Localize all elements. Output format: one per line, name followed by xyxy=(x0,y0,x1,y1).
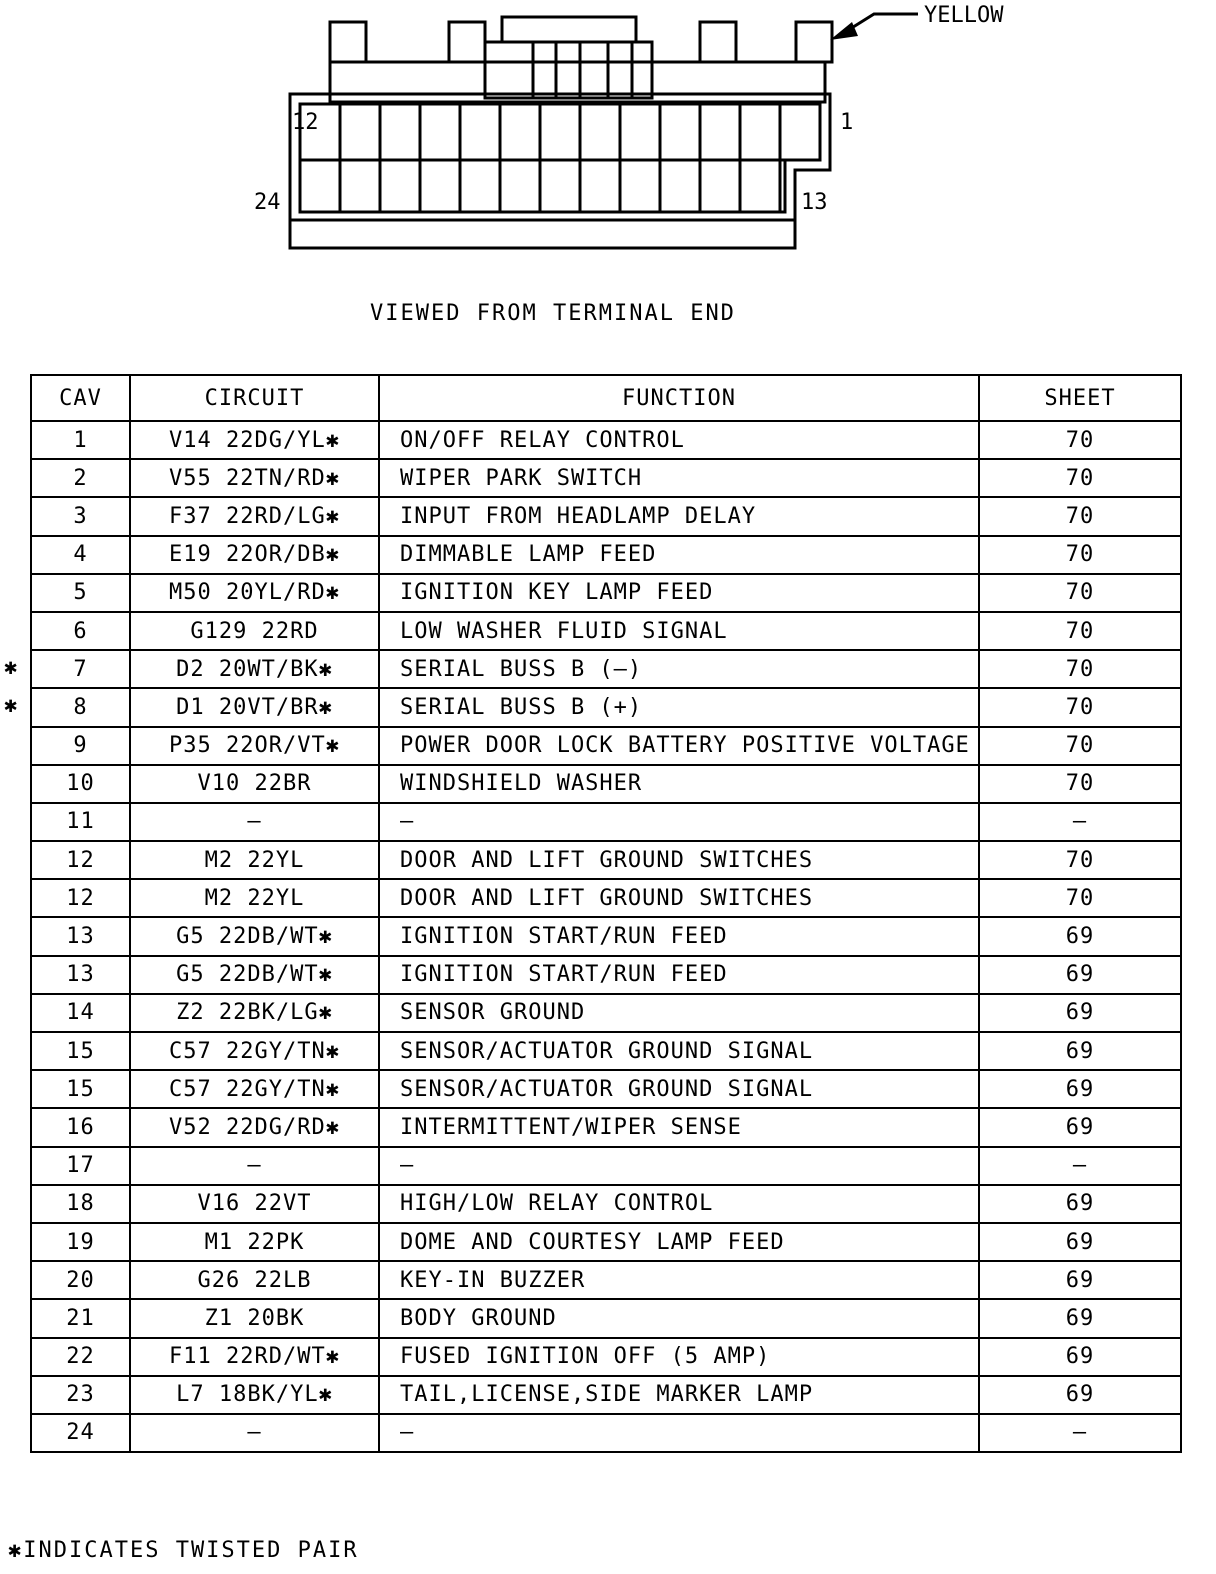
sheet-cell: 69 xyxy=(979,1338,1181,1376)
table-row xyxy=(31,1185,1181,1223)
cav-cell: 3 xyxy=(31,497,130,535)
sheet-cell: — xyxy=(979,1147,1181,1185)
cav-cell: 2 xyxy=(31,459,130,497)
function-cell: KEY-IN BUZZER xyxy=(379,1261,979,1299)
sheet-cell: 69 xyxy=(979,1261,1181,1299)
cav-cell: 4 xyxy=(31,536,130,574)
sheet-cell: 69 xyxy=(979,1032,1181,1070)
table-row xyxy=(31,650,1181,688)
function-cell: INTERMITTENT/WIPER SENSE xyxy=(379,1108,979,1146)
function-cell: LOW WASHER FLUID SIGNAL xyxy=(379,612,979,650)
table-row xyxy=(31,1147,1181,1185)
cav-cell: 18 xyxy=(31,1185,130,1223)
function-cell: DIMMABLE LAMP FEED xyxy=(379,536,979,574)
function-cell: INPUT FROM HEADLAMP DELAY xyxy=(379,497,979,535)
cav-cell: 23 xyxy=(31,1376,130,1414)
connector-tab xyxy=(330,22,366,62)
table-row xyxy=(31,803,1181,841)
circuit-cell: L7 18BK/YL✱ xyxy=(130,1376,379,1414)
table-row xyxy=(31,497,1181,535)
circuit-cell: G26 22LB xyxy=(130,1261,379,1299)
diagram-caption: VIEWED FROM TERMINAL END xyxy=(370,301,736,326)
circuit-cell: Z1 20BK xyxy=(130,1299,379,1337)
table-row xyxy=(31,1299,1181,1337)
table-row xyxy=(31,688,1181,726)
cav-cell: 22 xyxy=(31,1338,130,1376)
cavity-label-24: 24 xyxy=(254,190,281,215)
cavity-rows xyxy=(300,104,820,212)
cav-cell: 24 xyxy=(31,1414,130,1452)
table-row xyxy=(31,536,1181,574)
function-cell: DOOR AND LIFT GROUND SWITCHES xyxy=(379,841,979,879)
table-row xyxy=(31,917,1181,955)
function-cell: SENSOR/ACTUATOR GROUND SIGNAL xyxy=(379,1032,979,1070)
sheet-cell: 70 xyxy=(979,459,1181,497)
circuit-cell: C57 22GY/TN✱ xyxy=(130,1070,379,1108)
table-row xyxy=(31,421,1181,459)
cav-cell: 12 xyxy=(31,879,130,917)
circuit-cell: Z2 22BK/LG✱ xyxy=(130,994,379,1032)
circuit-cell: P35 22OR/VT✱ xyxy=(130,727,379,765)
twisted-pair-mark: ✱ xyxy=(4,693,18,718)
table-row xyxy=(31,727,1181,765)
table-row xyxy=(31,1376,1181,1414)
sheet-cell: 69 xyxy=(979,917,1181,955)
cavity-label-1: 1 xyxy=(840,110,854,135)
header-cav: CAV xyxy=(31,375,130,421)
function-cell: WIPER PARK SWITCH xyxy=(379,459,979,497)
connector-housing-lip xyxy=(290,220,795,248)
function-cell: — xyxy=(379,1147,979,1185)
sheet-cell: 70 xyxy=(979,497,1181,535)
cav-cell: 12 xyxy=(31,841,130,879)
table-row xyxy=(31,1338,1181,1376)
sheet-cell: 69 xyxy=(979,994,1181,1032)
sheet-cell: 69 xyxy=(979,1376,1181,1414)
footnote: ✱INDICATES TWISTED PAIR xyxy=(8,1538,359,1563)
connector-tab xyxy=(796,22,832,62)
circuit-cell: F37 22RD/LG✱ xyxy=(130,497,379,535)
connector-lock-top xyxy=(502,17,636,42)
circuit-cell: — xyxy=(130,1147,379,1185)
header-function: FUNCTION xyxy=(379,375,979,421)
header-circuit: CIRCUIT xyxy=(130,375,379,421)
table-row xyxy=(31,879,1181,917)
function-cell: DOME AND COURTESY LAMP FEED xyxy=(379,1223,979,1261)
connector-housing xyxy=(290,94,830,248)
function-cell: IGNITION START/RUN FEED xyxy=(379,917,979,955)
table-row xyxy=(31,1414,1181,1452)
connector-body xyxy=(330,62,825,102)
sheet-cell: 70 xyxy=(979,879,1181,917)
circuit-cell: F11 22RD/WT✱ xyxy=(130,1338,379,1376)
connector-lock xyxy=(485,42,652,98)
cav-cell: 20 xyxy=(31,1261,130,1299)
cav-cell: 19 xyxy=(31,1223,130,1261)
cav-cell: 8 xyxy=(31,688,130,726)
table-row xyxy=(31,612,1181,650)
circuit-cell: V10 22BR xyxy=(130,765,379,803)
table-row xyxy=(31,1070,1181,1108)
table-row xyxy=(31,1261,1181,1299)
sheet-cell: 69 xyxy=(979,956,1181,994)
sheet-cell: 70 xyxy=(979,574,1181,612)
cav-cell: 6 xyxy=(31,612,130,650)
table-row xyxy=(31,459,1181,497)
sheet-cell: 69 xyxy=(979,1070,1181,1108)
circuit-cell: V14 22DG/YL✱ xyxy=(130,421,379,459)
circuit-cell: D2 20WT/BK✱ xyxy=(130,650,379,688)
cav-cell: 1 xyxy=(31,421,130,459)
cav-cell: 7 xyxy=(31,650,130,688)
table-row xyxy=(31,765,1181,803)
sheet-cell: 69 xyxy=(979,1108,1181,1146)
function-cell: SENSOR GROUND xyxy=(379,994,979,1032)
function-cell: FUSED IGNITION OFF (5 AMP) xyxy=(379,1338,979,1376)
function-cell: IGNITION START/RUN FEED xyxy=(379,956,979,994)
sheet-cell: — xyxy=(979,803,1181,841)
circuit-cell: V52 22DG/RD✱ xyxy=(130,1108,379,1146)
circuit-cell: C57 22GY/TN✱ xyxy=(130,1032,379,1070)
cav-cell: 13 xyxy=(31,956,130,994)
circuit-cell: V55 22TN/RD✱ xyxy=(130,459,379,497)
sheet-cell: 70 xyxy=(979,841,1181,879)
connector-tab xyxy=(449,22,485,62)
cav-cell: 11 xyxy=(31,803,130,841)
sheet-cell: 70 xyxy=(979,727,1181,765)
cav-cell: 15 xyxy=(31,1032,130,1070)
cav-cell: 9 xyxy=(31,727,130,765)
connector-tab xyxy=(700,22,736,62)
sheet-cell: — xyxy=(979,1414,1181,1452)
function-cell: — xyxy=(379,803,979,841)
table-row xyxy=(31,574,1181,612)
function-cell: — xyxy=(379,1414,979,1452)
sheet-cell: 69 xyxy=(979,1185,1181,1223)
function-cell: BODY GROUND xyxy=(379,1299,979,1337)
cav-cell: 17 xyxy=(31,1147,130,1185)
sheet-cell: 70 xyxy=(979,650,1181,688)
function-cell: WINDSHIELD WASHER xyxy=(379,765,979,803)
cavity-label-13: 13 xyxy=(801,190,828,215)
function-cell: IGNITION KEY LAMP FEED xyxy=(379,574,979,612)
cav-cell: 13 xyxy=(31,917,130,955)
circuit-cell: M2 22YL xyxy=(130,841,379,879)
sheet-cell: 70 xyxy=(979,688,1181,726)
cav-cell: 5 xyxy=(31,574,130,612)
circuit-cell: M1 22PK xyxy=(130,1223,379,1261)
circuit-cell: G129 22RD xyxy=(130,612,379,650)
table-row xyxy=(31,956,1181,994)
function-cell: POWER DOOR LOCK BATTERY POSITIVE VOLTAGE xyxy=(379,727,979,765)
table-header-row xyxy=(31,375,1181,421)
function-cell: ON/OFF RELAY CONTROL xyxy=(379,421,979,459)
sheet-cell: 70 xyxy=(979,421,1181,459)
function-cell: SERIAL BUSS B (—) xyxy=(379,650,979,688)
circuit-cell: M2 22YL xyxy=(130,879,379,917)
circuit-cell: — xyxy=(130,803,379,841)
circuit-cell: — xyxy=(130,1414,379,1452)
twisted-pair-mark: ✱ xyxy=(4,655,18,680)
table-row xyxy=(31,1032,1181,1070)
circuit-cell: G5 22DB/WT✱ xyxy=(130,917,379,955)
cav-cell: 21 xyxy=(31,1299,130,1337)
cav-cell: 16 xyxy=(31,1108,130,1146)
circuit-cell: M50 20YL/RD✱ xyxy=(130,574,379,612)
table-row xyxy=(31,994,1181,1032)
sheet-cell: 70 xyxy=(979,612,1181,650)
sheet-cell: 69 xyxy=(979,1299,1181,1337)
table-row xyxy=(31,1223,1181,1261)
pinout-table xyxy=(30,374,1182,1453)
circuit-cell: D1 20VT/BR✱ xyxy=(130,688,379,726)
circuit-cell: V16 22VT xyxy=(130,1185,379,1223)
table-row xyxy=(31,841,1181,879)
cavity-label-12: 12 xyxy=(292,110,319,135)
function-cell: DOOR AND LIFT GROUND SWITCHES xyxy=(379,879,979,917)
header-sheet: SHEET xyxy=(979,375,1181,421)
circuit-cell: E19 22OR/DB✱ xyxy=(130,536,379,574)
wire-color-label: YELLOW xyxy=(924,3,1004,28)
connector-diagram xyxy=(0,0,1216,300)
function-cell: TAIL,LICENSE,SIDE MARKER LAMP xyxy=(379,1376,979,1414)
function-cell: HIGH/LOW RELAY CONTROL xyxy=(379,1185,979,1223)
cav-cell: 10 xyxy=(31,765,130,803)
circuit-cell: G5 22DB/WT✱ xyxy=(130,956,379,994)
function-cell: SENSOR/ACTUATOR GROUND SIGNAL xyxy=(379,1070,979,1108)
sheet-cell: 70 xyxy=(979,536,1181,574)
sheet-cell: 70 xyxy=(979,765,1181,803)
cav-cell: 14 xyxy=(31,994,130,1032)
table-row xyxy=(31,1108,1181,1146)
sheet-cell: 69 xyxy=(979,1223,1181,1261)
arrow-head-icon xyxy=(830,22,858,40)
cav-cell: 15 xyxy=(31,1070,130,1108)
function-cell: SERIAL BUSS B (+) xyxy=(379,688,979,726)
